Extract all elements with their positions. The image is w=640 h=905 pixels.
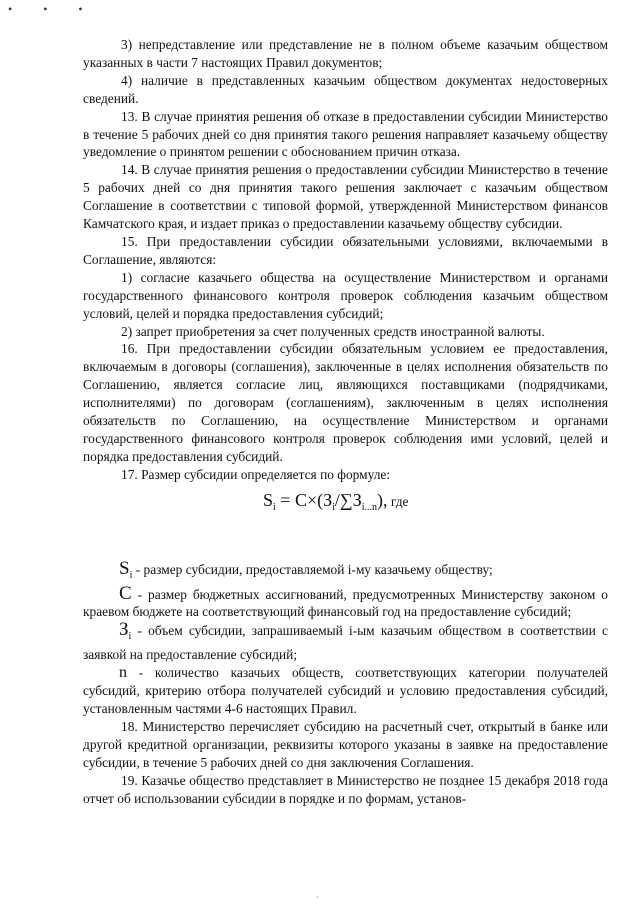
clause-13: 13. В случае принятия решения об отказе в предоставлении субсидии Министерство в течение 5 рабочих дней со дня принятия такого решения направляет казачьему обществу уведомление о принятом решении с обоснованием причин отказа.: [83, 108, 608, 160]
formula-rhs: = C×(З: [280, 489, 333, 510]
formula-rhs-sub2: i...n: [361, 501, 378, 513]
var-z-desc: - объем субсидии, запрашиваемый i-ым казачьим обществом в соответствии с заявкой на предоставление субсидий;: [83, 623, 608, 663]
var-s-symbol: S: [119, 557, 130, 579]
clause-15-item-1: 1) согласие казачьего общества на осуществление Министерством и органами государственного финансового контроля проверок соблюдения казачьим обществом условий, целей и порядка предоставления субсидий;: [83, 269, 608, 321]
formula-lhs: S: [263, 489, 274, 510]
bottom-dot: ·: [316, 893, 319, 902]
formula-rhs-end: ),: [377, 489, 388, 510]
var-n-row: [83, 664, 608, 718]
paragraph-4: 4) наличие в представленных казачьим обществом документах недостоверных сведений.: [83, 72, 608, 106]
formula-rhs-mid: /∑З: [334, 489, 362, 510]
clause-17: 17. Размер субсидии определяется по формуле:: [121, 466, 391, 482]
var-z-symbol: З: [119, 619, 129, 641]
var-z-row: [83, 621, 608, 664]
var-c-symbol: С: [119, 582, 132, 604]
top-dots: • • •: [8, 2, 97, 16]
clause-16: 16. При предоставлении субсидии обязательным условием ее предоставления, включаемым в договоры (соглашения), заключенные в целях исполнения обязательств по Соглашению, является согласие лиц, являющихся поставщиками (подрядчиками, исполнителями) по договорам (соглашениям), заключенным в целях исполнения обязательств по Соглашению, на осуществление Министерством и органами государственного финансового контроля проверок соблюдения ими условий, целей и порядка предоставления субсидий.: [83, 341, 608, 464]
clause-14: 14. В случае принятия решения о предоставлении субсидии Министерство в течение 5 рабочих дней со дня принятия такого решения заключает с казачьим обществом Соглашение в соответствии с типовой формой, утвержденной Министерством финансов Камчатского края, и издает приказ о предоставлении казачьему обществу субсидии.: [83, 162, 608, 232]
var-n-symbol: n: [119, 664, 127, 682]
subsidy-formula: [83, 488, 608, 530]
var-s-row: [83, 557, 608, 585]
clause-18: 18. Министерство перечисляет субсидию на расчетный счет, открытый в банке или другой кредитной организации, реквизиты которого указаны в заявке на предоставление субсидии, в течение 5 рабочих дней со дня заключения Соглашения.: [83, 718, 608, 770]
clause-15: 15. При предоставлении субсидии обязательными условиями, включаемыми в Соглашение, являются:: [83, 233, 608, 267]
var-z-sub: i: [128, 631, 132, 643]
paragraph-3: 3) непредставление или представление не в полном объеме казачьим обществом указанных в части 7 настоящих Правил документов;: [83, 37, 608, 70]
formula-rhs-sub: i: [332, 501, 335, 513]
document-page: [83, 36, 608, 807]
clause-19: 19. Казачье общество представляет в Министерство не позднее 15 декабря 2018 года отчет об использовании субсидии в порядке и по формам, установ-: [83, 772, 608, 806]
formula-suffix: где: [387, 493, 409, 509]
var-c-row: [83, 582, 608, 622]
var-c-desc: - размер бюджетных ассигнований, предусмотренных Министерству законом о краевом бюджете на соответствующий финансовый год на предоставление субсидий;: [83, 586, 608, 620]
var-n-desc: - количество казачьих обществ, соответствующих категории получателей субсидий, критерию отбора получателей субсидий и условию предоставления субсидий, установленным частями 4-6 настоящих Правил.: [83, 665, 608, 716]
var-s-desc: - размер субсидии, предоставляемой i-му казачьему обществу;: [135, 561, 493, 577]
clause-15-item-2: 2) запрет приобретения за счет полученных средств иностранной валюты.: [121, 323, 545, 339]
var-s-sub: i: [129, 569, 133, 581]
formula-lhs-sub: i: [273, 501, 276, 513]
